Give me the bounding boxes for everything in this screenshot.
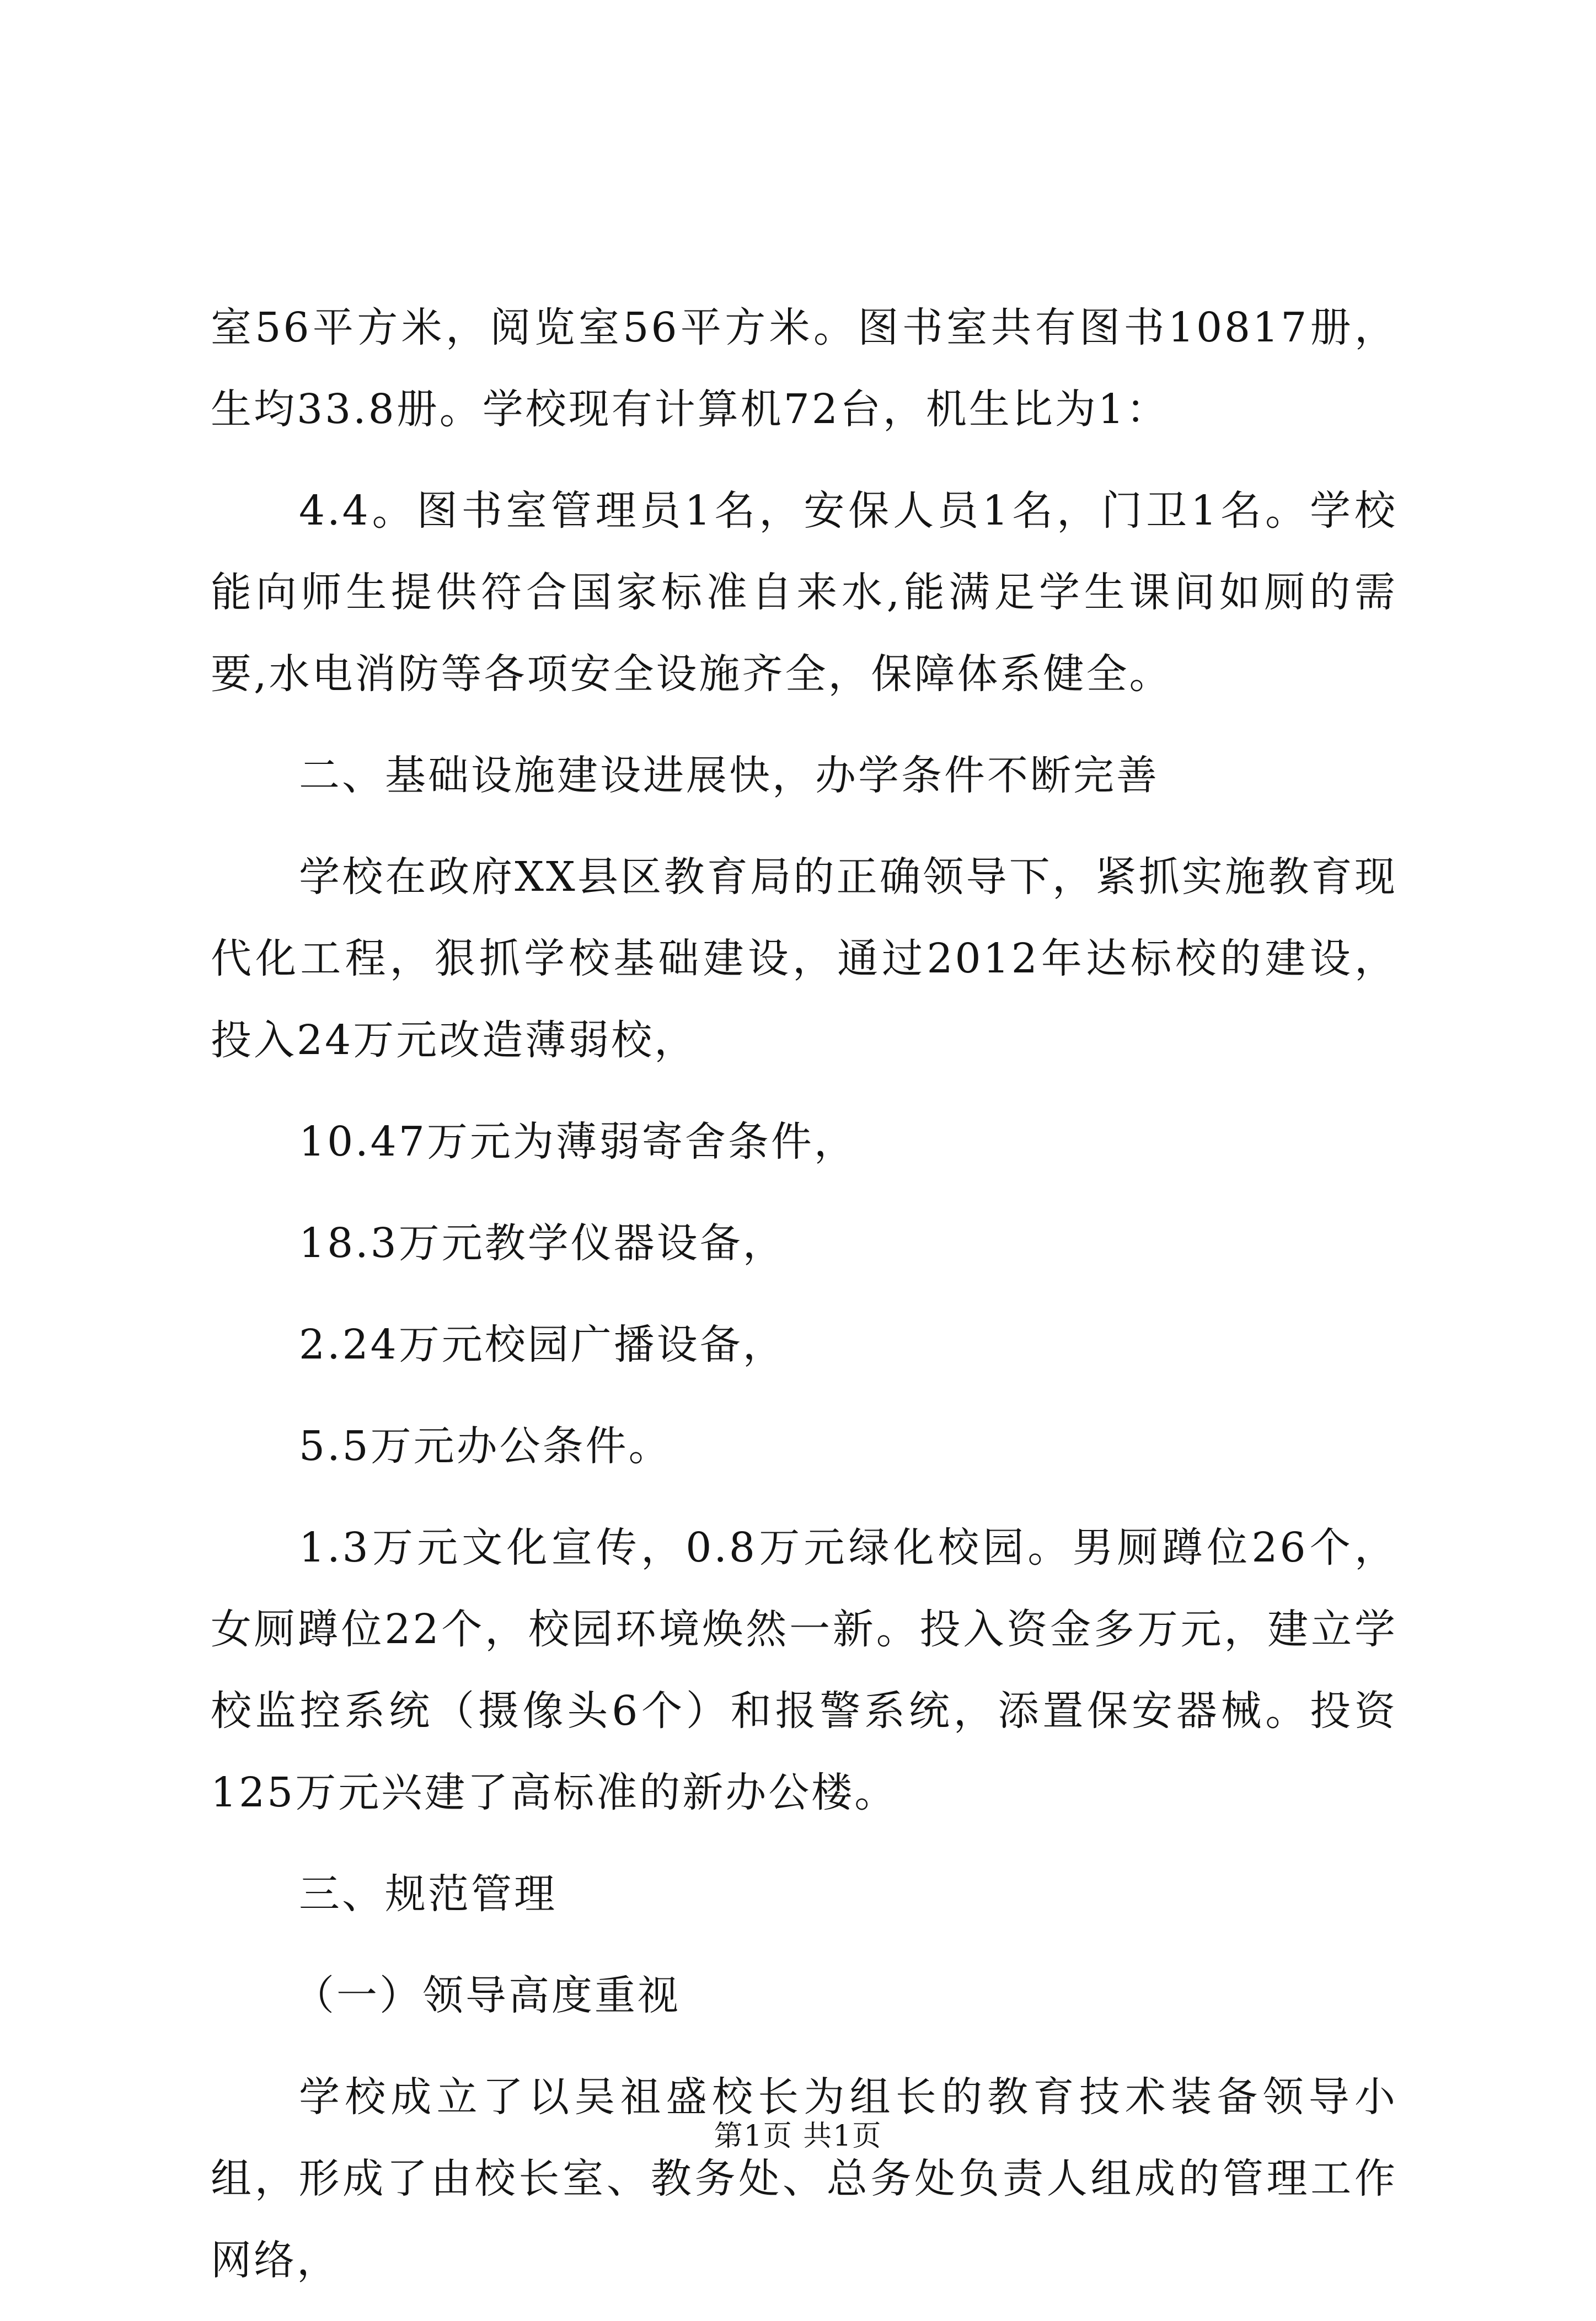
section-heading-3: 三、规范管理 bbox=[299, 1870, 557, 1918]
subsection-heading-1: （一）领导高度重视 bbox=[293, 1972, 681, 2019]
paragraph-item-dormitory: 10.47万元为薄弱寄舍条件， bbox=[299, 1118, 857, 1165]
paragraph-staffing: 4.4。图书室管理员1名，安保人员1名，门卫1名。学校能向师生提供符合国家标准自来水,能满足学生课间如厕的需要,水电消防等各项安全设施齐全，保障体系健全。 bbox=[211, 487, 1397, 698]
paragraph-investment-intro: 学校在政府XX县区教育局的正确领导下，紧抓实施教育现代化工程，狠抓学校基础建设，通过2012年达标校的建设，投入24万元改造薄弱校， bbox=[211, 853, 1397, 1064]
paragraph-campus-improvement: 1.3万元文化宣传，0.8万元绿化校园。男厕蹲位26个，女厕蹲位22个，校园环境焕然一新。投入资金多万元，建立学校监控系统（摄像头6个）和报警系统，添置保安器械。投资125万元兴建了高标准的新办公楼。 bbox=[211, 1524, 1397, 1816]
paragraph-leadership: 学校成立了以吴祖盛校长为组长的教育技术装备领导小组，形成了由校长室、教务处、总务处负责人组成的管理工作网络， bbox=[211, 2073, 1397, 2284]
section-heading-2: 二、基础设施建设进展快，办学条件不断完善 bbox=[299, 752, 1159, 799]
paragraph-continuation: 室56平方米，阅览室56平方米。图书室共有图书10817册，生均33.8册。学校现有计算机72台，机生比为1： bbox=[211, 304, 1397, 433]
paragraph-item-broadcast: 2.24万元校园广播设备， bbox=[299, 1321, 786, 1368]
paragraph-item-instruments: 18.3万元教学仪器设备， bbox=[299, 1220, 786, 1267]
page-footer: 第1页 共1页 bbox=[714, 2120, 882, 2153]
paragraph-item-office: 5.5万元办公条件。 bbox=[299, 1422, 672, 1470]
document-body bbox=[211, 287, 1397, 2321]
